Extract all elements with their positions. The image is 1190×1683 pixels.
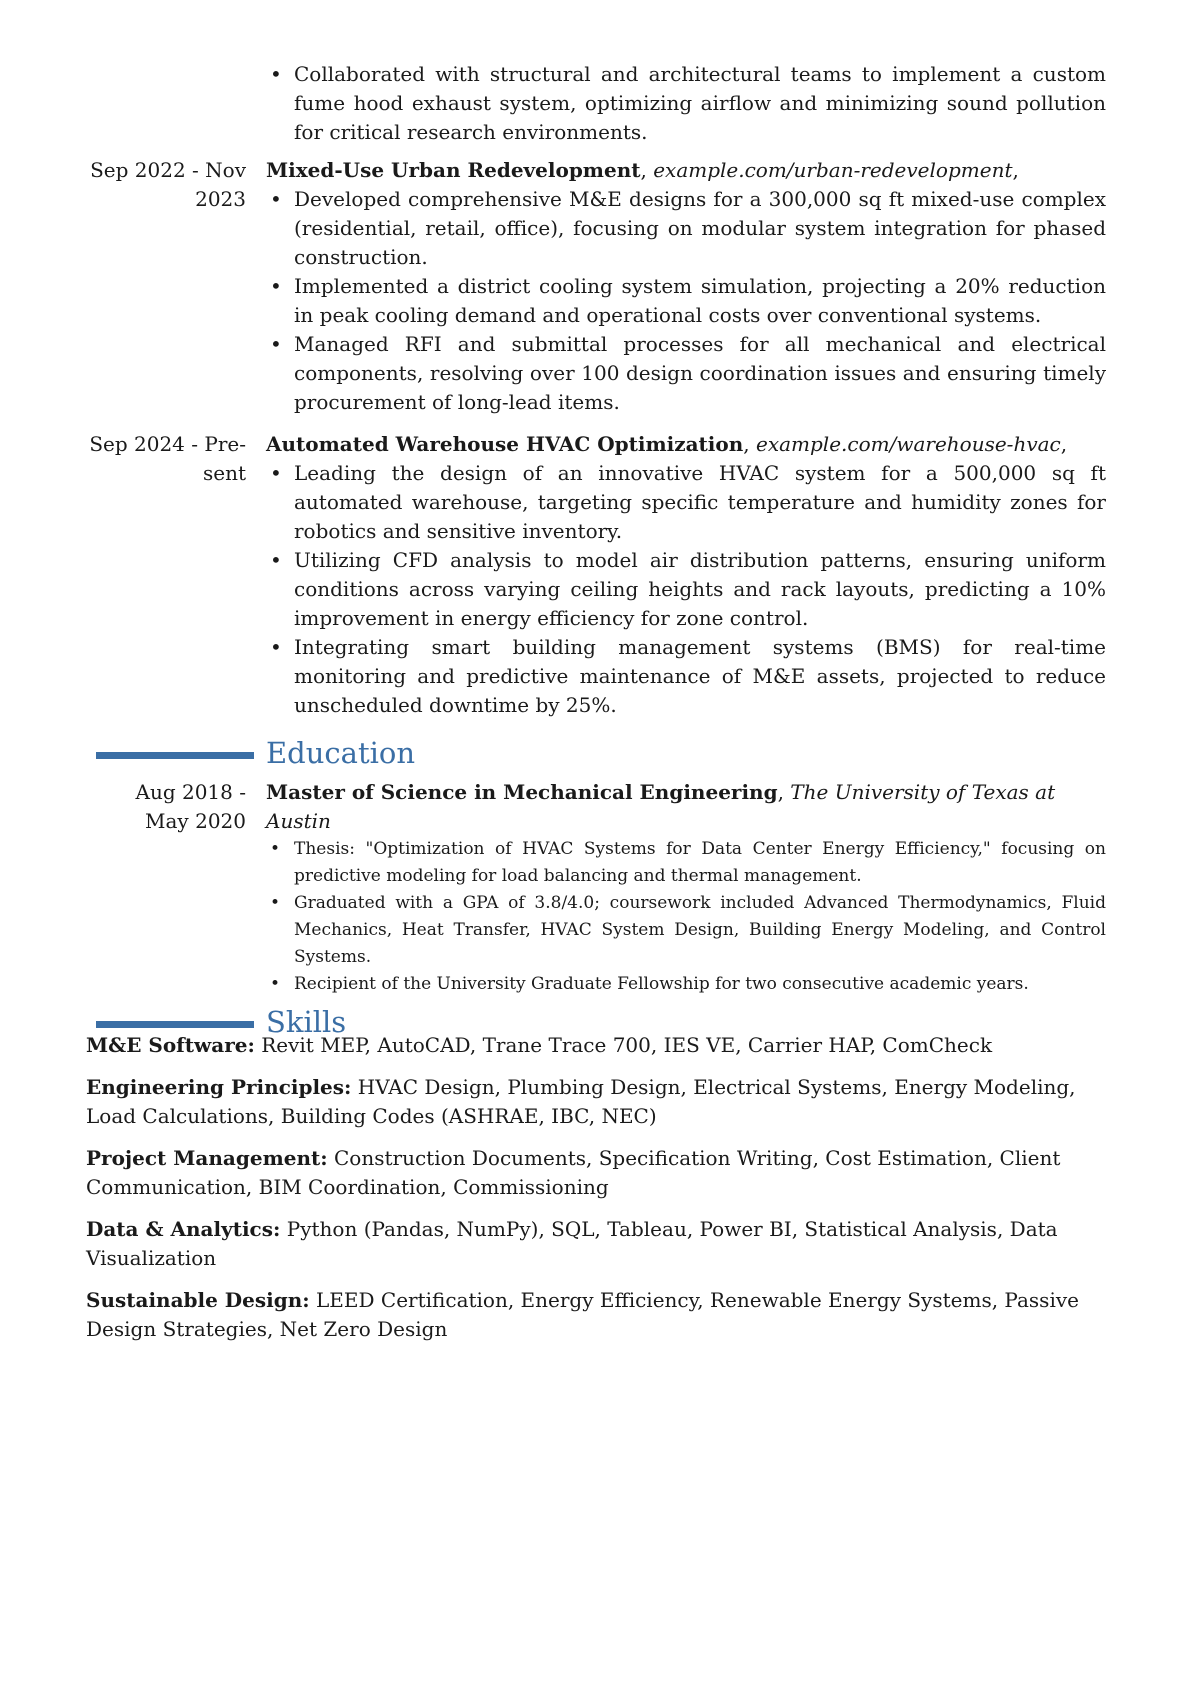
continued-project-body xyxy=(266,60,1106,147)
education-date xyxy=(86,778,246,836)
project-date-line: sent xyxy=(202,461,246,485)
continued-project-bullets xyxy=(266,60,1106,147)
skill-category: Engineering Principles: xyxy=(86,1075,352,1099)
project-bullet: • Implemented a district cooling system simulation, projecting a 20% reduction in peak cooling demand and operational costs over conventional systems. xyxy=(266,272,1106,330)
project-date-line: Sep 2024 - Pre- xyxy=(89,432,246,456)
education-date-line: May 2020 xyxy=(145,809,246,833)
project-bullet: • Utilizing CFD analysis to model air distribution patterns, ensuring uniform conditions across varying ceiling heights and rack layouts, predicting a 10% improvement in energy efficiency for zone control. xyxy=(266,546,1106,633)
education-bullet: • Recipient of the University Graduate Fellowship for two consecutive academic years. xyxy=(266,971,1106,998)
project-bullet: • Developed comprehensive M&E designs for a 300,000 sq ft mixed-use complex (residential, retail, office), focusing on modular system integration for phased construction. xyxy=(266,185,1106,272)
project-title: Automated Warehouse HVAC Optimization xyxy=(266,432,744,456)
skill-values: Construction Documents, Specification Writing, Cost Estimation, Client Communication, BIM Coordination, Commissioning xyxy=(86,1146,1061,1199)
project-date-line: 2023 xyxy=(195,187,246,211)
skill-category: Project Management: xyxy=(86,1146,328,1170)
project-body xyxy=(266,430,1106,720)
skill-category: Data & Analytics: xyxy=(86,1217,281,1241)
skill-row xyxy=(86,1144,1096,1202)
education-heading: Master of Science in Mechanical Engineering, The University of Texas at Austin xyxy=(266,780,1056,833)
skill-values: Revit MEP, AutoCAD, Trane Trace 700, IES VE, Carrier HAP, ComCheck xyxy=(261,1033,993,1057)
project-bullet: • Integrating smart building management systems (BMS) for real-time monitoring and predictive maintenance of M&E assets, projected to reduce unscheduled downtime by 25%. xyxy=(266,633,1106,720)
project-bullet: • Leading the design of an innovative HVAC system for a 500,000 sq ft automated warehouse, targeting specific temperature and humidity zones for robotics and sensitive inventory. xyxy=(266,459,1106,546)
degree-title: Master of Science in Mechanical Engineering xyxy=(266,780,778,804)
education-bullet: • Graduated with a GPA of 3.8/4.0; coursework included Advanced Thermodynamics, Fluid Mechanics, Heat Transfer, HVAC System Design, Building Energy Modeling, and Control Systems. xyxy=(266,890,1106,971)
project-date xyxy=(86,156,246,214)
education-body xyxy=(266,778,1106,998)
project-date-line: Sep 2022 - Nov xyxy=(90,158,246,182)
education-bullet: • Thesis: "Optimization of HVAC Systems for Data Center Energy Efficiency," focusing on predictive modeling for load balancing and thermal management. xyxy=(266,836,1106,890)
education-entry xyxy=(86,778,1106,998)
section-title: Skills xyxy=(266,1005,347,1039)
skill-row xyxy=(86,1215,1096,1273)
school-name: The University of Texas at Austin xyxy=(266,780,1056,833)
section-title: Education xyxy=(266,736,416,770)
continued-project-entry xyxy=(86,60,1106,147)
project-bullets xyxy=(266,185,1106,417)
section-accent-bar xyxy=(96,752,254,759)
skill-row xyxy=(86,1031,1096,1060)
project-title: Mixed-Use Urban Redevelopment xyxy=(266,158,641,182)
education-date-line: Aug 2018 - xyxy=(135,780,246,804)
project-date xyxy=(86,430,246,488)
education-section-header xyxy=(96,735,1096,775)
project-entry-urban-redevelopment xyxy=(86,156,1106,417)
project-body xyxy=(266,156,1106,417)
project-bullet: • Collaborated with structural and architectural teams to implement a custom fume hood exhaust system, optimizing airflow and minimizing sound pollution for critical research environments. xyxy=(266,60,1106,147)
skill-values: Python (Pandas, NumPy), SQL, Tableau, Power BI, Statistical Analysis, Data Visualization xyxy=(86,1217,1058,1270)
project-link[interactable]: example.com/urban-redevelopment xyxy=(653,158,1013,182)
project-entry-warehouse-hvac xyxy=(86,430,1106,720)
project-heading: Automated Warehouse HVAC Optimization, example.com/warehouse-hvac, xyxy=(266,432,1068,456)
skill-values: HVAC Design, Plumbing Design, Electrical Systems, Energy Modeling, Load Calculations, Building Codes (ASHRAE, IBC, NEC) xyxy=(86,1075,1076,1128)
skill-category: M&E Software: xyxy=(86,1033,255,1057)
section-accent-bar xyxy=(96,1021,254,1028)
project-heading: Mixed-Use Urban Redevelopment, example.com/urban-redevelopment, xyxy=(266,158,1019,182)
skill-row xyxy=(86,1073,1096,1131)
project-bullets xyxy=(266,459,1106,720)
skill-row xyxy=(86,1286,1096,1344)
skill-values: LEED Certification, Energy Efficiency, Renewable Energy Systems, Passive Design Strategies, Net Zero Design xyxy=(86,1288,1079,1341)
skill-category: Sustainable Design: xyxy=(86,1288,310,1312)
project-link[interactable]: example.com/warehouse-hvac xyxy=(756,432,1061,456)
skills-list xyxy=(86,1031,1096,1357)
education-bullets xyxy=(266,836,1106,998)
project-bullet: • Managed RFI and submittal processes for all mechanical and electrical components, resolving over 100 design coordination issues and ensuring timely procurement of long-lead items. xyxy=(266,330,1106,417)
